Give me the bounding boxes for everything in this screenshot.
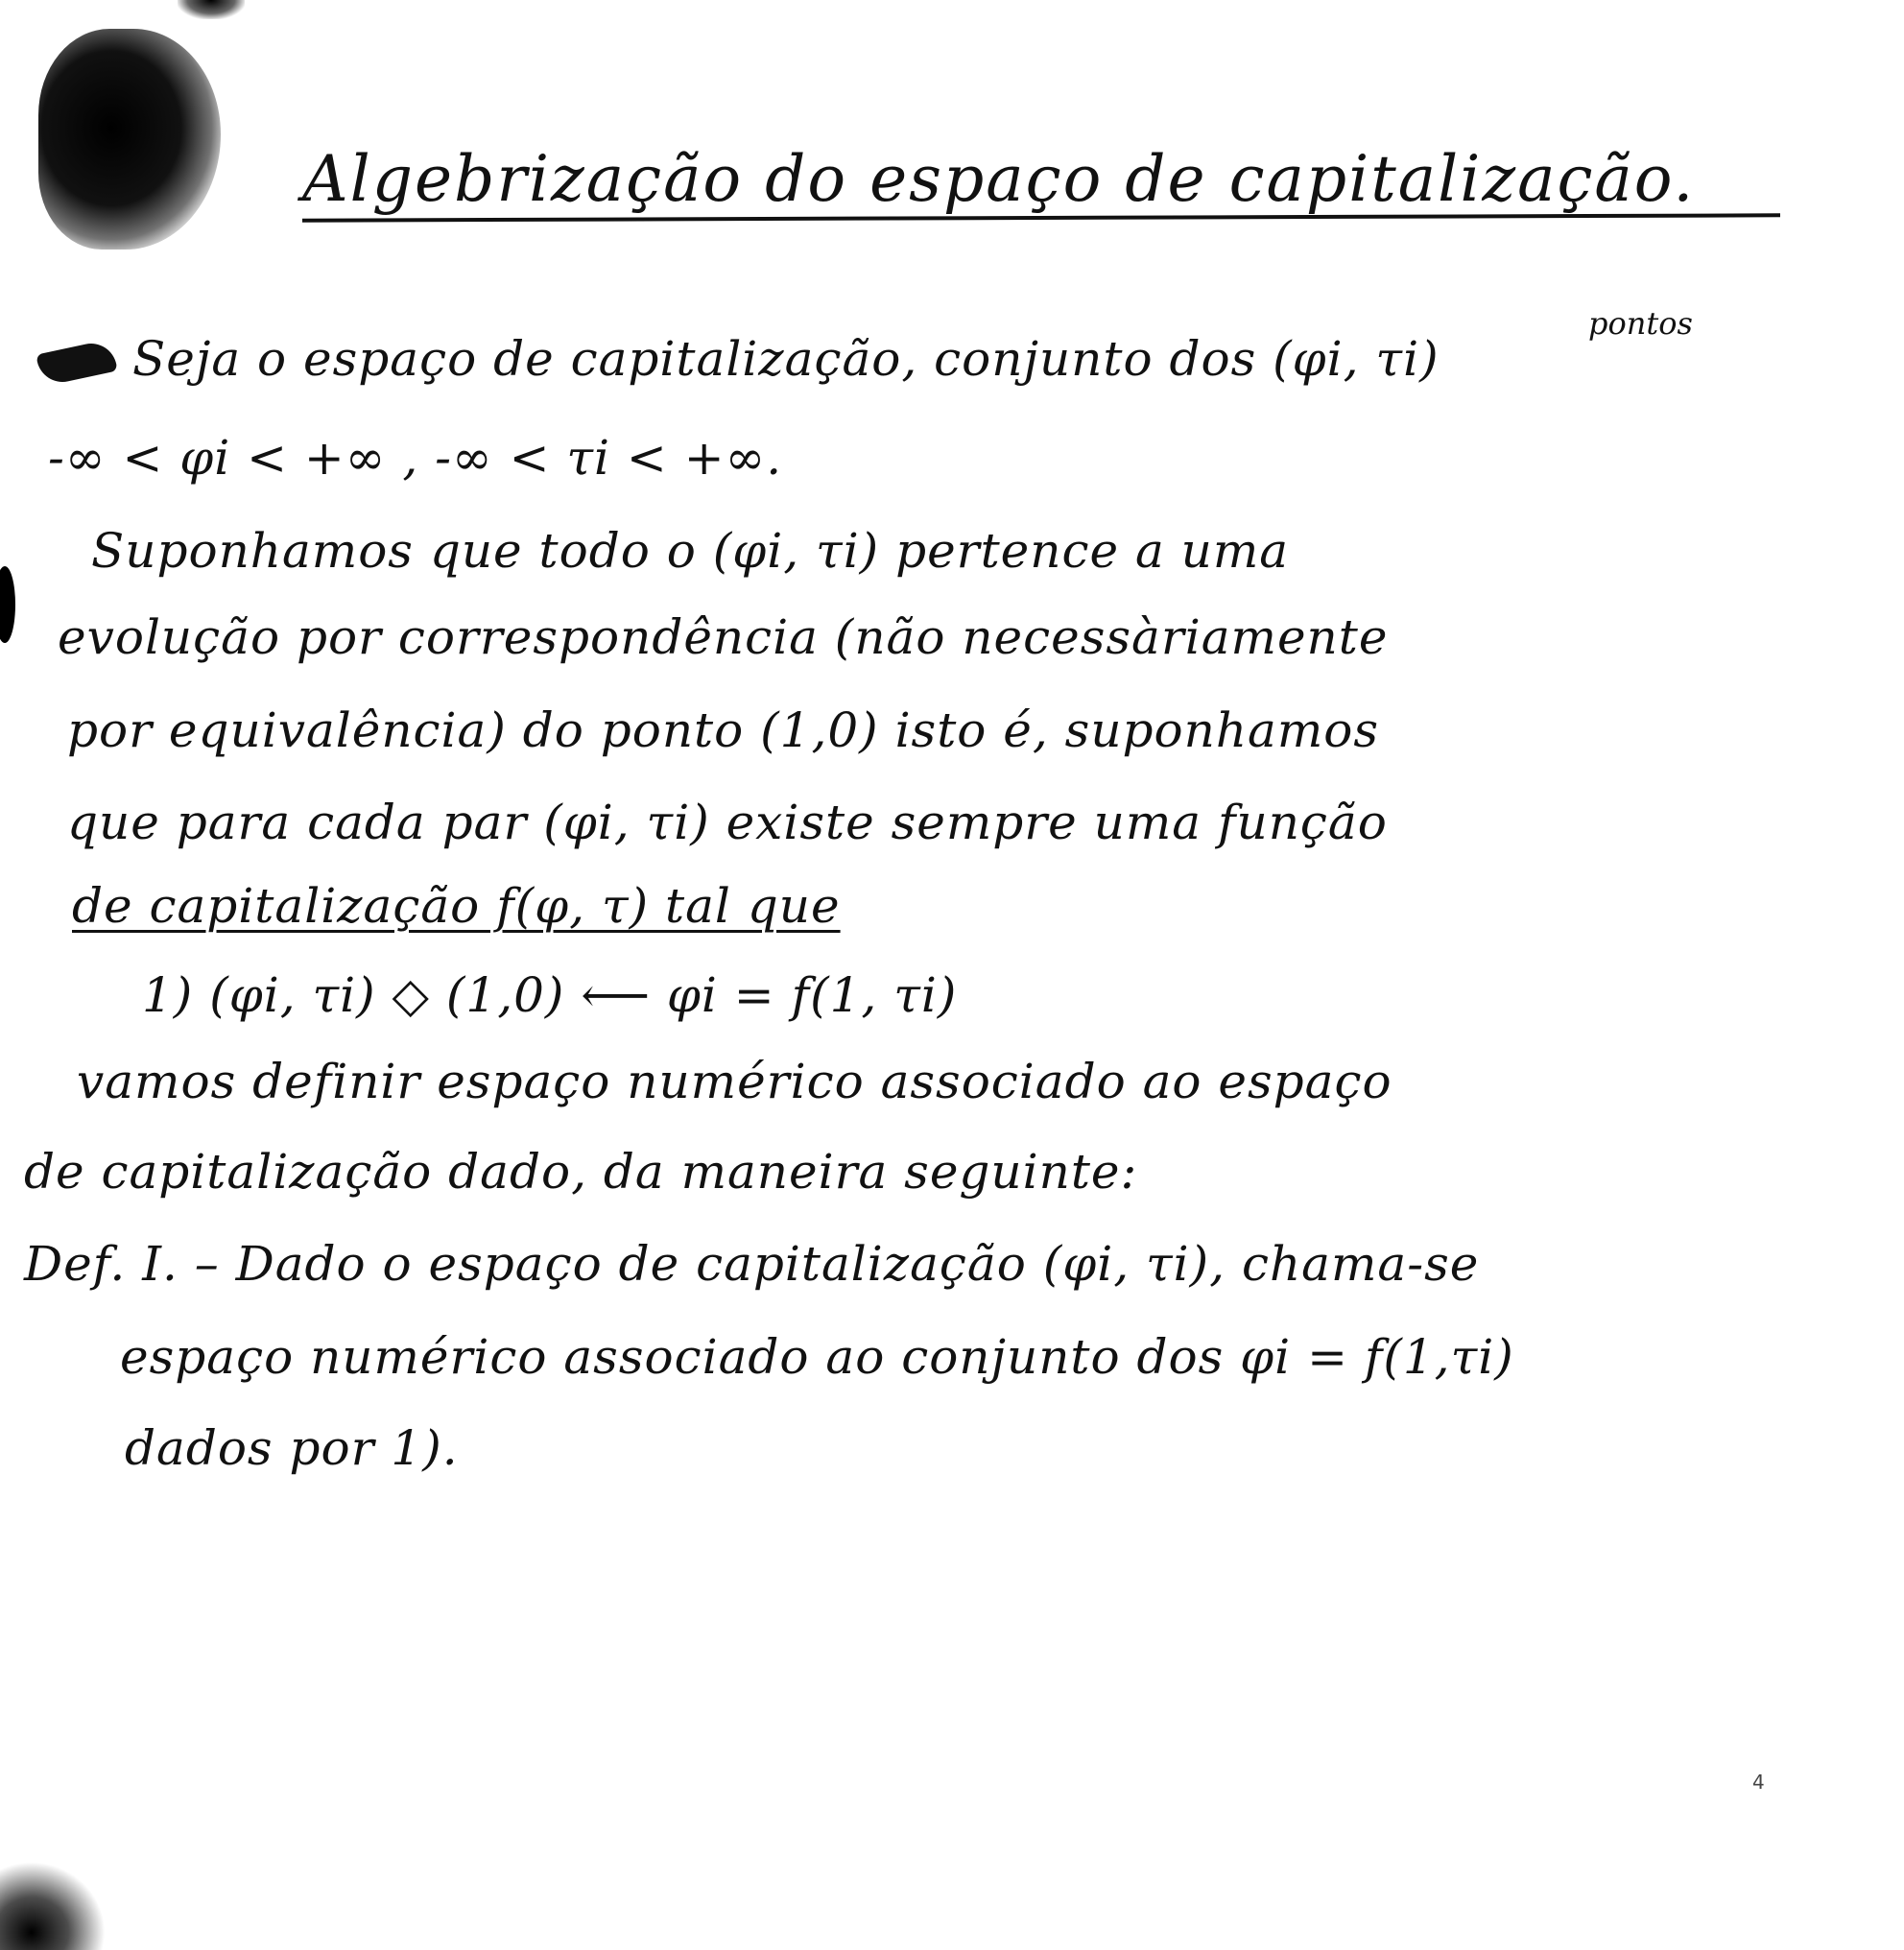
definition-line-1: Def. I. – Dado o espaço de capitalização (φi, τi), chama-se	[24, 1236, 1480, 1292]
definition-line-2: espaço numérico associado ao conjunto dos φi = f(1,τi)	[120, 1329, 1514, 1385]
formula-line: 1) (φi, τi) ◇ (1,0) ⟵ φi = f(1, τi)	[142, 967, 958, 1023]
ink-smudge-bottom-left	[0, 1862, 106, 1950]
text-line-5: por equivalência) do ponto (1,0) isto é, suponhamos	[67, 702, 1380, 758]
ink-smudge-top-left	[38, 29, 221, 250]
text-line-9: vamos definir espaço numérico associado ao espaço	[77, 1054, 1392, 1109]
definition-line-3: dados por 1).	[125, 1420, 459, 1476]
ink-smudge-left	[0, 566, 15, 643]
margin-note: pontos	[1588, 305, 1693, 342]
text-line-6: que para cada par (φi, τi) existe sempre uma função	[67, 795, 1388, 850]
ink-smudge-corner	[178, 0, 245, 19]
text-line-2: -∞ < φi < +∞ , -∞ < τi < +∞.	[48, 430, 783, 486]
text-line-10: de capitalização dado, da maneira seguinte:	[24, 1144, 1138, 1200]
text-line-7: de capitalização f(φ, τ) tal que	[72, 878, 841, 934]
page-number: 4	[1752, 1771, 1765, 1794]
text-line-4: evolução por correspondência (não necessàriamente	[58, 609, 1389, 665]
crossed-out-scribble	[36, 339, 117, 387]
text-line-3: Suponhamos que todo o (φi, τi) pertence a uma	[91, 523, 1290, 579]
text-line-1: Seja o espaço de capitalização, conjunto dos (φi, τi)	[38, 331, 1440, 387]
page-title: Algebrização do espaço de capitalização.	[302, 142, 1696, 216]
